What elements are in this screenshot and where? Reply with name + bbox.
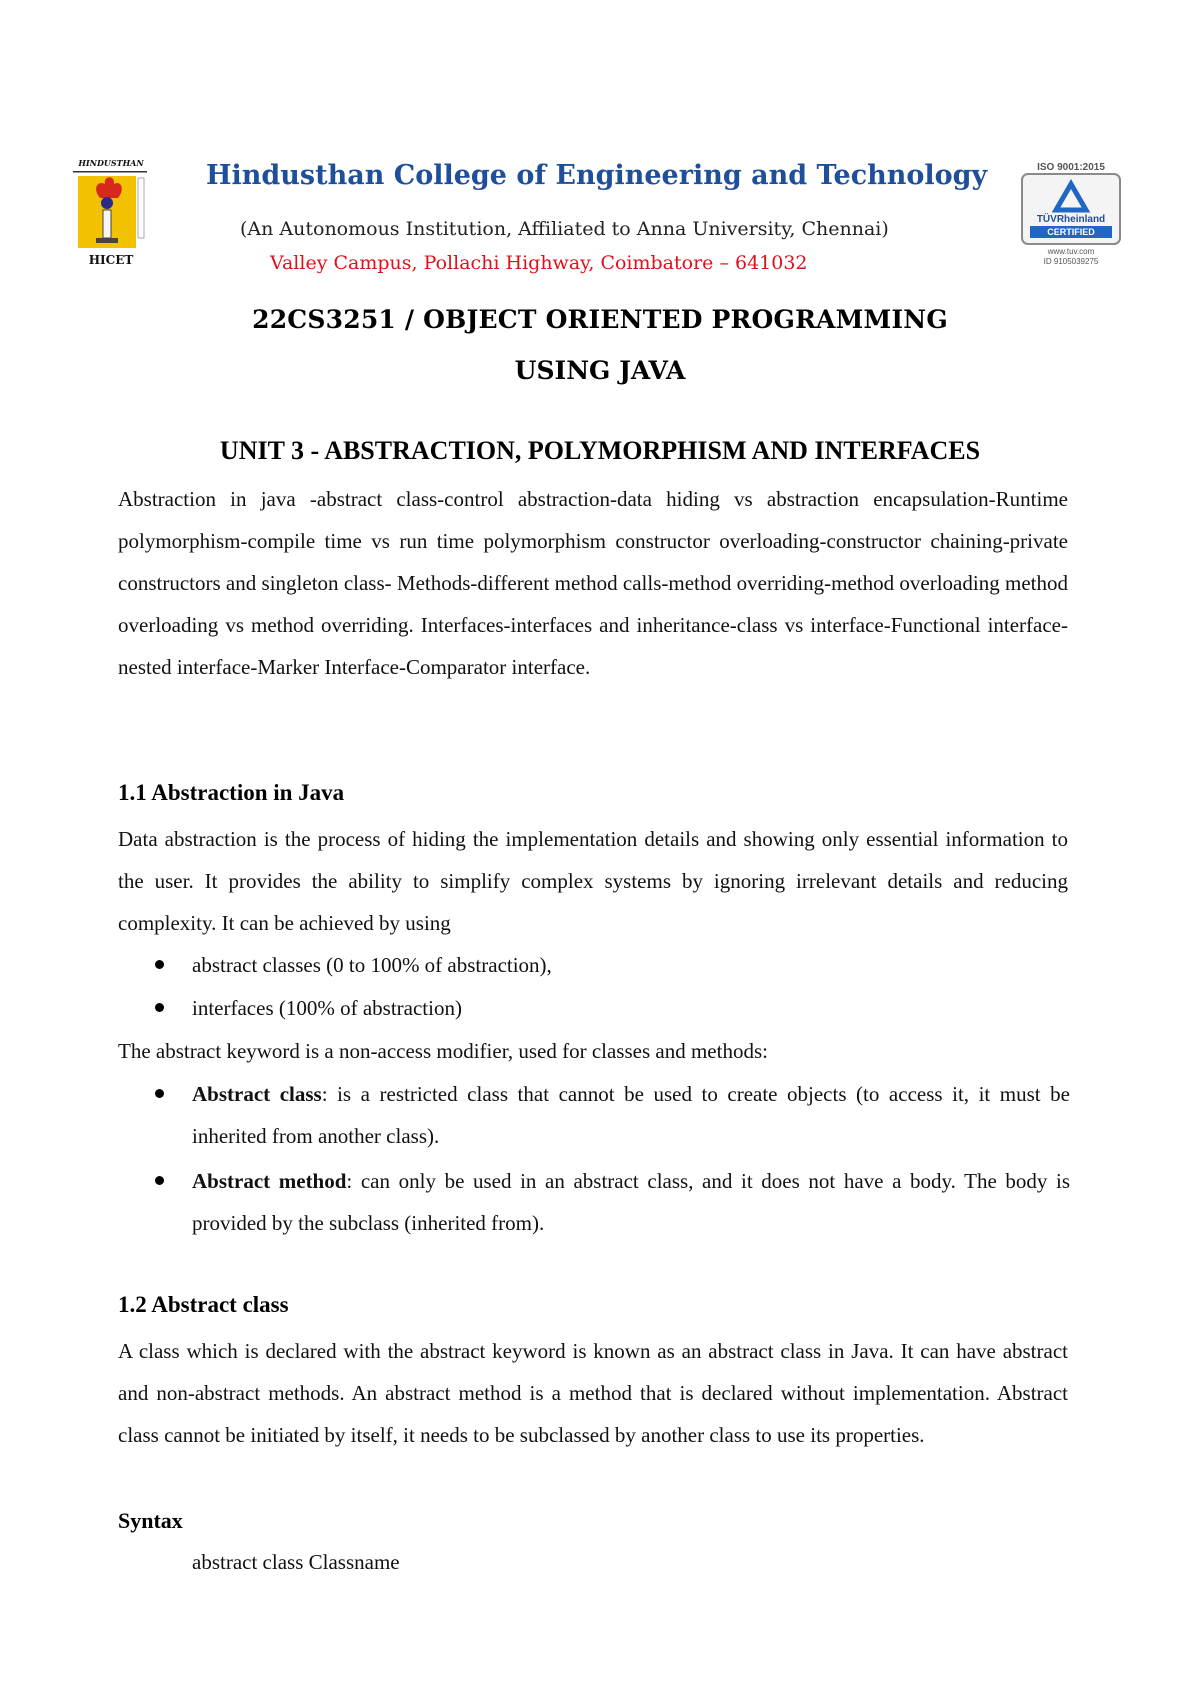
bullet-icon [155,1089,164,1098]
abstraction-intro: Data abstraction is the process of hiding the implementation details and showing only essential information to the user. It provides the ability to simplify complex systems by ignoring irrelevant details and reducing complexity. It can be achieved by using [118,827,1068,935]
definition-term: Abstract method [192,1169,347,1193]
iso-id-text: ID 9105039275 [1043,257,1099,266]
iso-certification-badge [1012,160,1130,268]
abstract-keyword-intro: The abstract keyword is a non-access modifier, used for classes and methods: [118,1039,768,1063]
campus-address: Valley Campus, Pollachi Highway, Coimbatore – 641032 [270,252,808,274]
definition-text: : can only be used in an abstract class, and it does not have a body. The body is provided by the subclass (inherited from). [192,1169,1070,1235]
tuv-brand-text: TÜVRheinland [1036,214,1106,225]
list-item: abstract classes (0 to 100% of abstraction), [155,944,1070,986]
iso-standard-text: ISO 9001:2015 [1037,162,1105,173]
abstract-class-description: A class which is declared with the abstract keyword is known as an abstract class in Java. It can have abstract and non-abstract methods. An abstract method is a method that is declared without implementation. Abstract class cannot be initiated by itself, it needs to be subclassed by another class to use its properties. [118,1339,1068,1447]
affiliation-line: (An Autonomous Institution, Affiliated to Anna University, Chennai) [240,218,889,240]
bullet-icon [155,1003,164,1012]
syntax-code: abstract class Classname [192,1550,400,1574]
logo-name-text: HINDUSTHAN [78,158,144,168]
iso-site-text: www.tuv.com [1047,247,1095,256]
unit-syllabus: Abstraction in java -abstract class-control abstraction-data hiding vs abstraction encapsulation-Runtime polymorphism-compile time vs run time polymorphism constructor overloading-constructor chaining-private constructors and singleton class- Methods-different method calls-method overriding-method overloading method overloading vs method overriding. Interfaces-interfaces and inheritance-class vs interface-Functional interface-nested interface-Marker Interface-Comparator interface. [118,487,1068,679]
certified-text: CERTIFIED [1047,227,1095,237]
definition-text: : is a restricted class that cannot be used to create objects (to access it, it must be inherited from another class). [192,1082,1070,1148]
college-name: Hindusthan College of Engineering and Technology [206,160,988,191]
list-item [155,1073,1070,1157]
logo-abbrev-text: HICET [88,253,134,267]
section-heading-1-2: 1.2 Abstract class [118,1292,289,1317]
bullet-icon [155,1176,164,1185]
syntax-label: Syntax [118,1508,183,1533]
section-heading-1-1: 1.1 Abstraction in Java [118,780,345,805]
bullet-icon [155,960,164,969]
list-item: interfaces (100% of abstraction) [155,987,1070,1029]
unit-title: UNIT 3 - ABSTRACTION, POLYMORPHISM AND INTERFACES [219,436,981,465]
course-title-line-2: USING JAVA [514,356,686,385]
course-title-line-1: 22CS3251 / OBJECT ORIENTED PROGRAMMING [252,305,948,334]
list-item [155,1160,1070,1244]
college-logo [70,158,152,268]
definition-term: Abstract class [192,1082,322,1106]
